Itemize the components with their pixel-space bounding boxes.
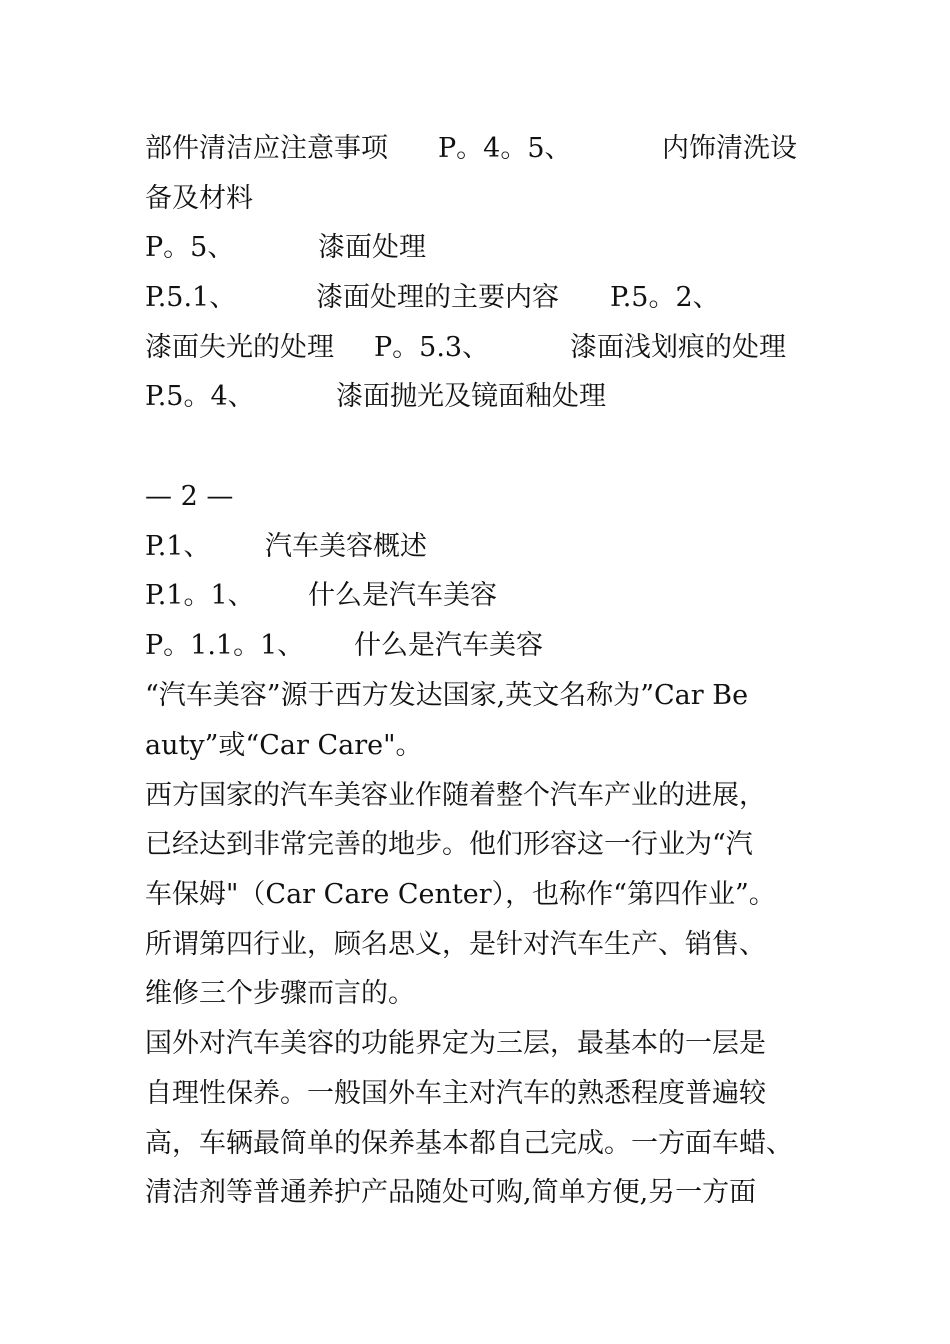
paragraph-line: 车保姆"（Car Care Center），也称作“第四作业”。: [145, 879, 776, 910]
heading-number: P。1.1。1、: [145, 630, 305, 661]
paragraph-line: 已经达到非常完善的地步。他们形容这一行业为“汽: [145, 829, 753, 860]
toc-entry-number: P。5、: [145, 232, 235, 263]
paragraph-line: “汽车美容”源于西方发达国家,英文名称为”Car Be: [145, 680, 749, 711]
paragraph-line: 维修三个步骤而言的。: [145, 978, 415, 1009]
toc-entry-title: 漆面失光的处理: [145, 332, 334, 363]
toc-entry-title: 漆面抛光及镜面釉处理: [336, 381, 606, 412]
heading-title: 什么是汽车美容: [308, 580, 497, 611]
toc-entry-title: 漆面浅划痕的处理: [570, 332, 786, 363]
paragraph-line: 清洁剂等普通养护产品随处可购,简单方便,另一方面: [145, 1177, 757, 1208]
toc-entry-number: P.5。4、: [145, 381, 255, 412]
heading-title: 汽车美容概述: [265, 531, 427, 562]
page-number-marker: — 2 —: [145, 481, 234, 512]
toc-entry-number: P.5。2、: [610, 282, 720, 313]
paragraph-line: 自理性保养。一般国外车主对汽车的熟悉程度普遍较: [145, 1078, 766, 1109]
paragraph-line: 所谓第四行业，顾名思义，是针对汽车生产、销售、: [145, 929, 766, 960]
toc-entry-title: 漆面处理的主要内容: [316, 282, 559, 313]
paragraph-line: auty”或“Car Care"。: [145, 730, 423, 761]
paragraph-line: 高，车辆最简单的保养基本都自己完成。一方面车蜡、: [145, 1128, 793, 1159]
toc-entry-title: 漆面处理: [318, 232, 426, 263]
toc-entry-number: P。5.3、: [374, 332, 490, 363]
toc-entry-title: 内饰清洗设: [662, 133, 797, 164]
heading-number: P.1。1、: [145, 580, 255, 611]
paragraph-line: 国外对汽车美容的功能界定为三层，最基本的一层是: [145, 1028, 766, 1059]
toc-entry-number: P。4。5、: [438, 133, 572, 164]
heading-title: 什么是汽车美容: [354, 630, 543, 661]
paragraph-line: 西方国家的汽车美容业作随着整个汽车产业的进展，: [145, 780, 766, 811]
toc-entry-title: 部件清洁应注意事项: [145, 133, 388, 164]
heading-number: P.1、: [145, 531, 211, 562]
toc-entry-title: 备及材料: [145, 183, 253, 214]
toc-entry-number: P.5.1、: [145, 282, 237, 313]
